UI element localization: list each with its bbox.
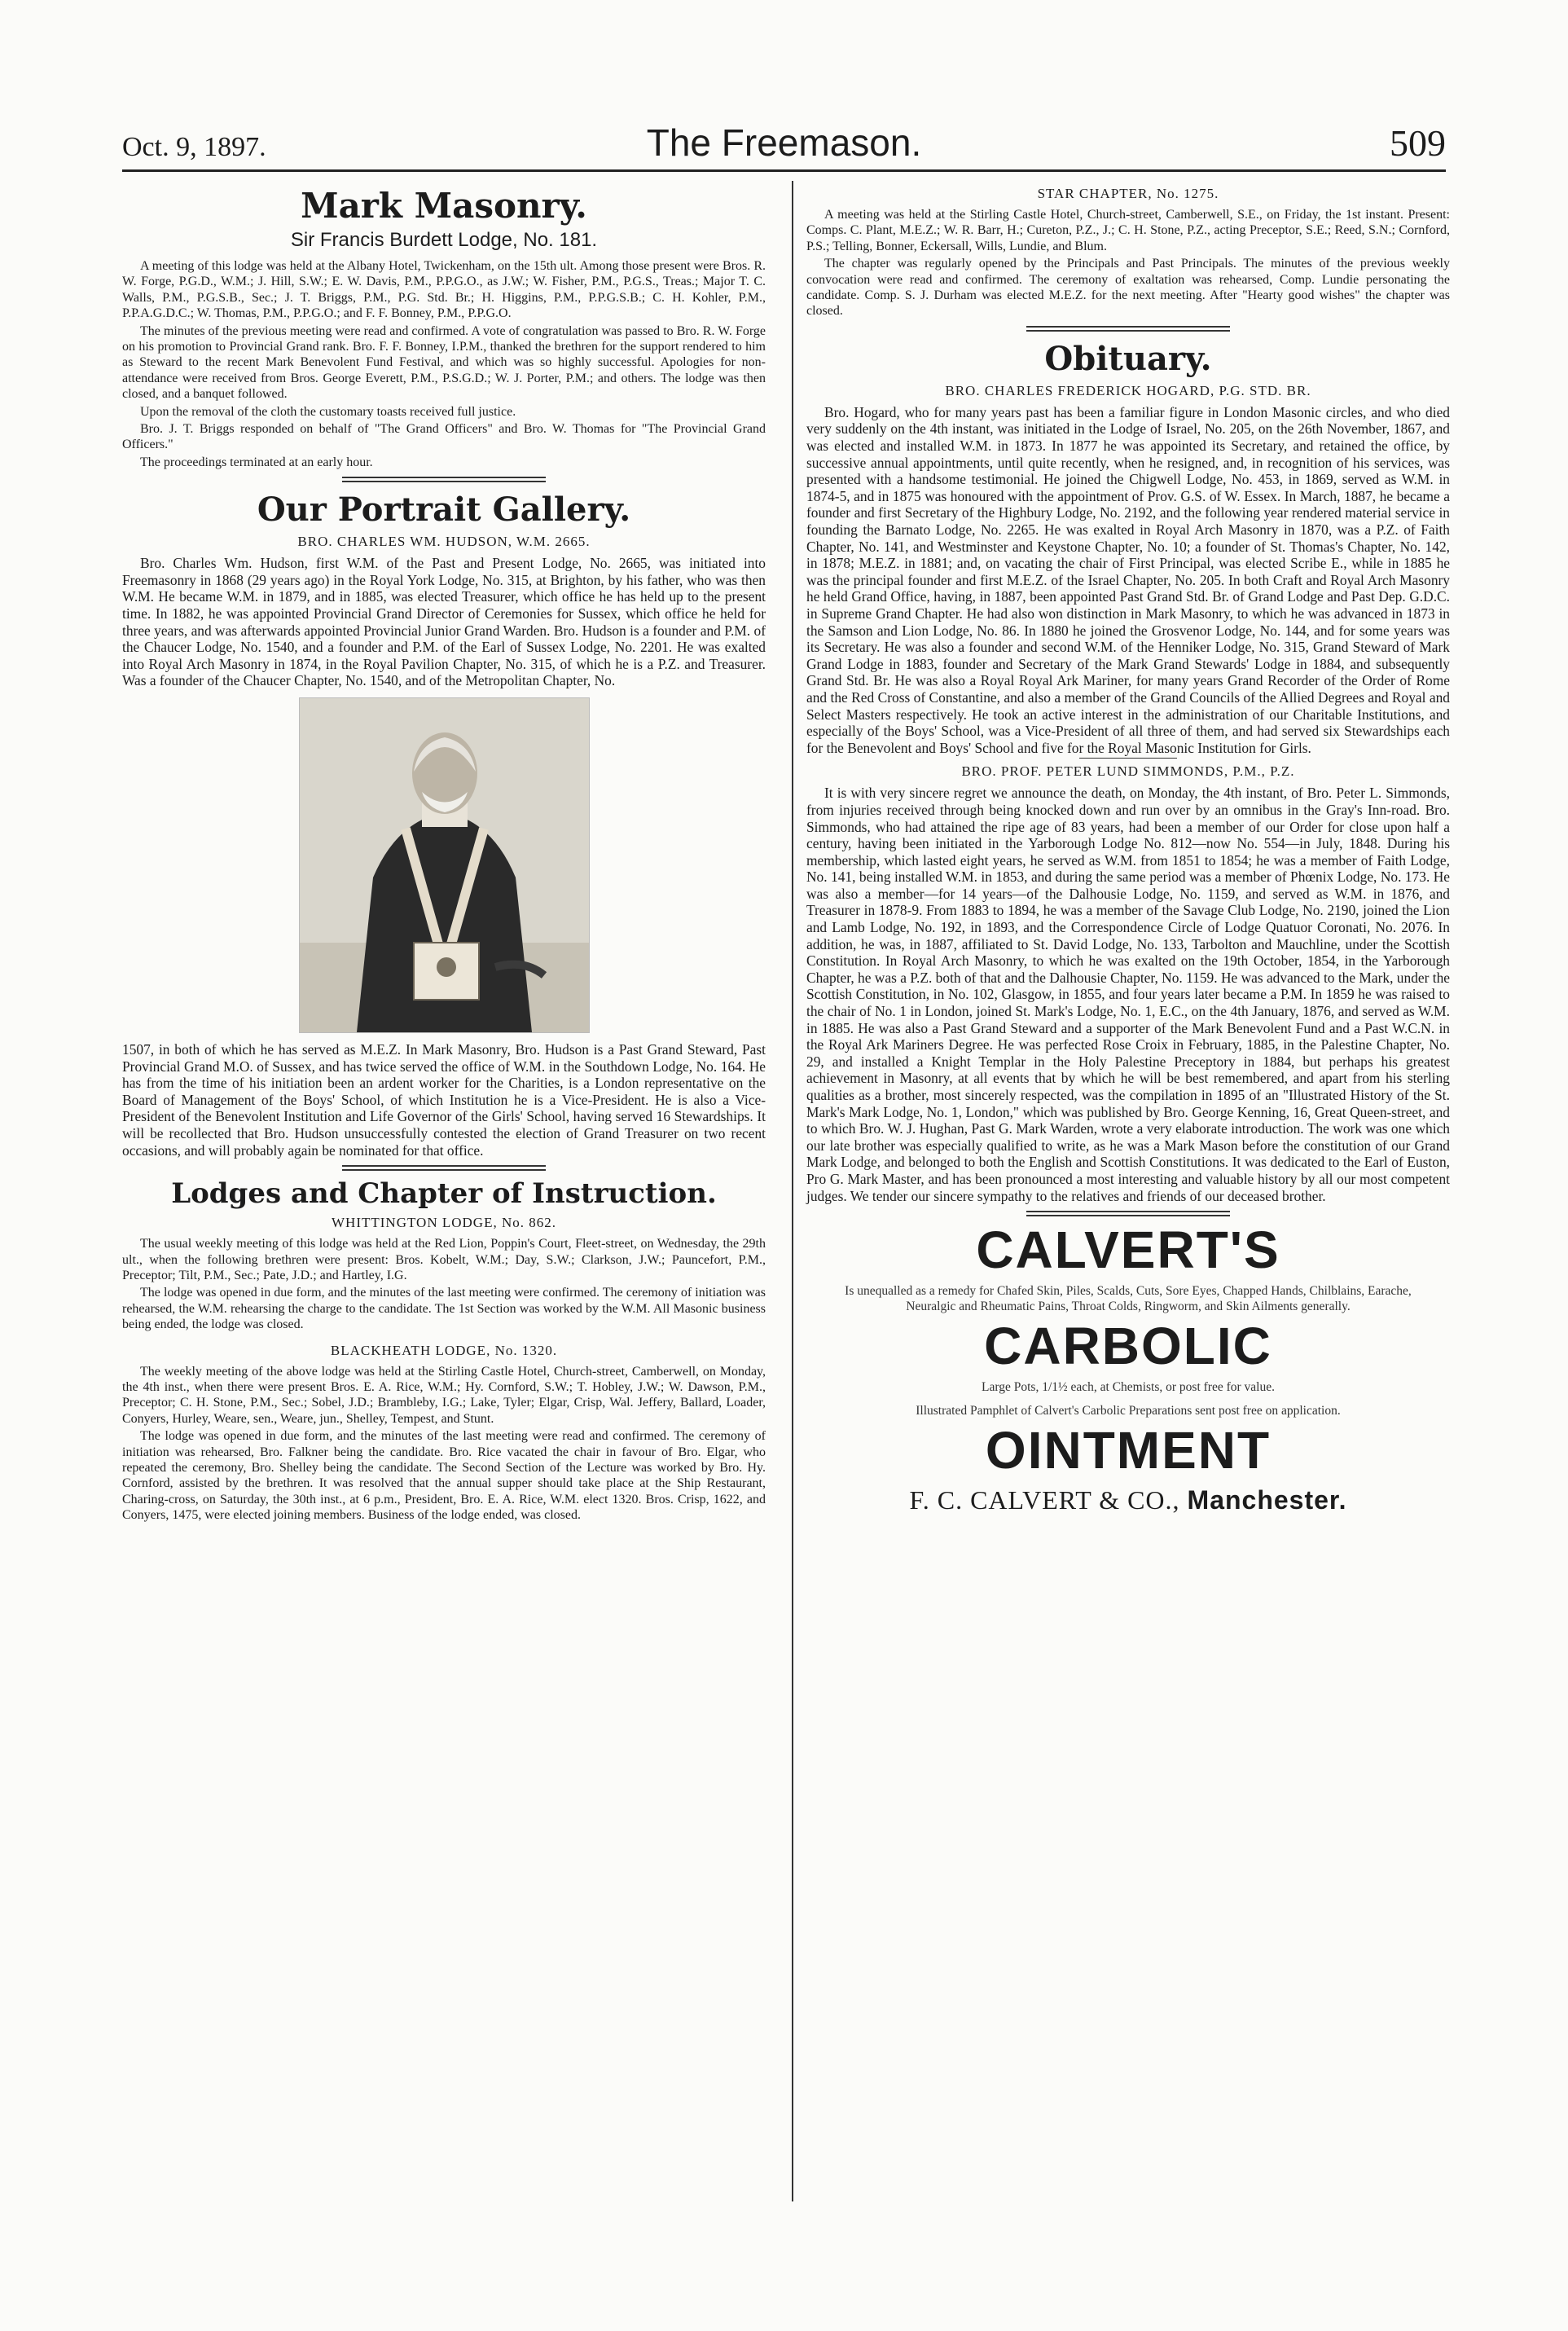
ad-maker [806,1485,1450,1515]
hogard-para: Bro. Hogard, who for many years past has been a familiar figure in London Masonic circles, and who died very suddenly on the 4th instant, was initiated in the Lodge of Israel, No. 205, on the 26th November, 1867, and was elected and installed W.M. in 1873. In 1877 he was appointed its Secretary, and retained the office, by successive annual appointments, until quite recently, when he resigned, and, in recognition of his services, was presented with a handsome testimonial. He joined the Chigwell Lodge, No. 453, in 1869, served as W.M. in 1874-5, and in 1875 was honoured with the appointment of Prov. G.S. of W. Essex. In March, 1887, he became a founder and first Secretary of the Highbury Lodge, No. 2192, and the following year rendered material service in founding the Barnato Lodge, No. 2265. He was exalted in Royal Arch Masonry in 1870, was a P.Z. of Faith Chapter, No. 141, and Westminster and Keystone Chapter, No. 10; a founder of St. Thomas's Chapter, No. 142, in 1878; M.E.Z. in 1881; and, on vacating the chair of First Principal, was elected Scribe E., while in 1885 he was the principal founder and first M.E.Z. of the Israel Chapter, No. 205. In both Craft and Royal Arch Masonry he held Grand Office, having, in 1887, been appointed Past Grand Std. Br. of Grand Lodge and Past Dep. G.D.C. in Supreme Grand Chapter. He had also won distinction in Mark Masonry, to which he was advanced in 1873 in the Samson and Lion Lodge, No. 86. In 1880 he joined the Grosvenor Lodge, No. 144, and for some years was its Secretary. He was also a founder and second W.M. of the Henniker Lodge, No. 315, Grand Steward of Mark Grand Lodge in 1883, founder and Secretary of the Mark Grand Stewards' Lodge in 1884, and subsequently Grand Std. Br. He was also a Royal Royal Ark Mariner, for many years Grand Recorder of the Order of Rome and the Red Cross of Constantine, and also a member of the Grand Councils of the Allied Degrees and Royal and Select Masters respectively. He took an active interest in the administration of our Charitable Institutions, and especially of the Boys' School, was a Vice-President of all three of them, and had served six Stewardships each for the Benevolent and Boys' School and five for the Royal Masonic Institution for Girls. [806,403,1450,756]
portrait-figure-image [300,698,589,1032]
hogard-heading: BRO. CHARLES FREDERICK HOGARD, P.G. STD. BR. [945,382,1311,398]
mark-para: The proceedings terminated at an early hour. [140,455,373,469]
portrait-para: 1507, in both of which he has served as M.E.Z. In Mark Masonry, Bro. Hudson is a Past Grand Steward, Past Provincial Grand M.O. of Sussex, and has twice served the office of W.M. in the Southdown Lodge, No. 164. He has from the time of his initiation been an ardent worker for the Charities, is a London representative on the Board of Management of the Boys' School, of which Institution he is a Vice-President. He is also a Vice-President of the Benevolent Institution and Life Governor of the Girls' School, having served 16 Stewardships. It will be recollected that Bro. Hudson unsuccessfully contested the election of Grand Treasurer on two recent occasions, and will probably again be nominated for that office. [122,1041,766,1159]
portrait-subject: BRO. CHARLES WM. HUDSON, W.M. 2665. [297,534,591,550]
section-rule [342,1165,546,1171]
ad-carbolic: CARBOLIC [984,1317,1272,1376]
ad-maker-name: F. C. CALVERT & CO., [909,1485,1180,1515]
portrait-gallery-title: Our Portrait Gallery. [257,490,631,530]
masthead-rule [122,169,1446,172]
star-chapter-heading: STAR CHAPTER, No. 1275. [1037,186,1219,201]
simmonds-heading: BRO. PROF. PETER LUND SIMMONDS, P.M., P.Z. [961,763,1295,780]
whittington-para: The lodge was opened in due form, and the minutes of the last meeting were confirmed. The ceremony of initiation was rehearsed, the W.M. rehearsing the charge to the candidate. The 1st Section was worked by the W.M. All Masonic business being ended, the lodge was closed. [122,1286,766,1332]
star-para: A meeting was held at the Stirling Castle Hotel, Church-street, Camberwell, S.E., on Friday, the 1st instant. Present: Comps. C. Plant, M.E.Z.; W. R. Barr, H.; Cureton, P.Z., J.; C. H. Stone, P.Z., acting Preceptor, S.E.; Reed, S.N.; Cornford, P.S.; Telling, Bonner, Eckersall, Wills, Lundie, and Blum. [806,208,1450,253]
mark-para: Upon the removal of the cloth the customary toasts received full justice. [140,404,516,419]
mark-report [122,258,766,470]
left-column [122,181,766,1525]
ad-description: Is unequalled as a remedy for Chafed Skin, Piles, Scalds, Cuts, Sore Eyes, Chapped Hands, Chilblains, Earache, Neuralgic and Rheumatic Pains, Throat Colds, Ringworm, and Skin Ailments generally. [845,1284,1412,1314]
short-rule [1079,758,1177,759]
column-divider [792,181,793,2201]
blackheath-para: The weekly meeting of the above lodge was held at the Stirling Castle Hotel, Church-street, Camberwell, on Monday, the 4th inst., when there were present Bros. E. A. Rice, W.M.; Hy. Cornford, S.W.; T. Hobley, J.W.; W. Dawson, P.M., Preceptor; C. H. Stone, P.M., Sec.; Sobel, J.D.; Brambleby, I.G.; Lake, Tyler; Elgar, Crisp, Wal. Jeffery, Ballard, Loader, Conyers, Hurley, Weare, sen., Weare, jun., Shelley, Tempest, and Stunt. [122,1364,766,1426]
mark-masonry-title: Mark Masonry. [301,186,587,226]
ad-pots: Large Pots, 1/1½ each, at Chemists, or post free for value. [982,1380,1275,1395]
issue-date: Oct. 9, 1897. [122,132,266,162]
blackheath-para: The lodge was opened in due form, and the minutes of the last meeting were read and confirmed. The ceremony of initiation was rehearsed, Bro. Falkner being the candidate. Bro. Rice vacated the chair in favour of Bro. Elgar, who repeated the ceremony, Bro. Shelley being the candidate. The Second Section of the Lecture was worked by Bro. Hy. Cornford, assisted by the brethren. It was resolved that the annual supper should take place at the Ship Restaurant, Charing-cross, on Saturday, the 30th inst., at 6 p.m., President, Bro. E. A. Rice, W.M. elect 1320. Bros. Crisp, 1622, and Conyers, 1475, were elected joining members. Business of the lodge ended, was closed. [122,1429,766,1523]
obituary-title: Obituary. [1044,339,1212,378]
newspaper-title: The Freemason. [646,121,922,164]
mark-lodge-subtitle: Sir Francis Burdett Lodge, No. 181. [290,229,598,251]
portrait-para: Bro. Charles Wm. Hudson, first W.M. of the Past and Present Lodge, No. 2665, was initiated into Freemasonry in 1868 (29 years ago) in the Royal York Lodge, No. 315, at Brighton, by his father, who was then W.M. He became W.M. in 1879, and in 1885, was elected Treasurer, which office he has held up to the present time. In 1882, he was appointed Provincial Grand Director of Ceremonies for Sussex, which office he held for three years, and was afterwards appointed Provincial Junior Grand Warden. Bro. Hudson is a founder and P.M. of the Chaucer Lodge, No. 1540, and a founder and P.M. of the Earl of Sussex Lodge, No. 2201. He was exalted into Royal Arch Masonry in 1874, in the Royal Pavilion Chapter, No. 315, of which he is a P.Z. and Treasurer. Was a founder of the Chaucer Chapter, No. 1540, and of the Metropolitan Chapter, No. [122,555,766,689]
blackheath-heading: BLACKHEATH LODGE, No. 1320. [330,1342,558,1358]
page-number: 509 [1390,122,1446,164]
star-chapter-report [806,207,1450,319]
mark-para: Bro. J. T. Briggs responded on behalf of "The Grand Officers" and Bro. W. Thomas for "The Provincial Grand Officers." [122,422,766,452]
simmonds-para: It is with very sincere regret we announce the death, on Monday, the 4th instant, of Bro. Peter L. Simmonds, from injuries received through being knocked down and run over by an omnibus in the Gray's Inn-road. Bro. Simmonds, who had attained the ripe age of 83 years, had been a member of our Order for close upon half a century, having been initiated in the Yarborough Lodge No. 812—now No. 554—in July, 1848. During his membership, which lasted eight years, he served as W.M. from 1851 to 1854; he was a member of Faith Lodge, No. 141, being installed W.M. in 1853, and during the same period was a member of Phœnix Lodge, No. 173. He was also a member—for 14 years—of the Dalhousie Lodge, No. 1159, and served as W.M. in 1876, and Treasurer in 1878-9. From 1883 to 1894, he was a member of the Savage Club Lodge, No. 2190, joined the Lion and Lamb Lodge, No. 192, in 1893, and the Correspondence Circle of Lodge Quatuor Coronati, No. 2076. In addition, he was, in 1887, affiliated to St. David Lodge, No. 133, Tarbolton and Mauchline, under the Scottish Constitution. In Royal Arch Masonry, to which he was exalted on the 19th October, 1854, in the Yarborough Chapter, he was a P.Z. both of that and the Dalhousie Chapter, No. 1159. He was advanced to the Mark, under the Scottish Constitution, in No. 102, Glasgow, in 1855, and four years later became a P.M. In 1859 he was raised to the chair of No. 1 in London, joined St. Mark's Lodge, No. 1, E.C., on the 4th January, 1876, and served as W.M. in 1885. He was also a Past Grand Steward and a supporter of the Mark Benevolent Fund and a Past W.C.N. in the Royal Ark Mariners Degree. He was perfected Rose Croix in February, 1885, in the Palestine Chapter, No. 29, and installed a Knight Templar in the Holy Palestine Preceptory in 1884, but perhaps his greatest achievement in Masonry, at all events that by which he will be best remembered, and apart from his sterling qualities as a brother, most sincerely respected, was the compilation in 1895 of an "Illustrated History of the St. Mark's Mark Lodge, No. 1, London," which was published by Bro. George Kenning, 16, Great Queen-street, and to which Bro. W. J. Hughan, Past G. Mark Warden, wrote a very elaborate introduction. The work was one which our late brother was especially qualified to write, as he was a Mark Mason before the constitution of our Grand Mark Lodge, and belonged to both the English and Scottish Constitutions. It was dedicated to the Earl of Euston, Pro G. Mark Master, and has been pronounced a most interesting and valuable history by all our most competent judges. We tender our sincere sympathy to the relatives and friends of our deceased brother. [806,785,1450,1204]
ad-ointment: OINTMENT [985,1421,1272,1480]
calvert-advertisement [806,1221,1450,1515]
section-rule [1026,1211,1230,1216]
section-rule [1026,326,1230,332]
mark-para: The minutes of the previous meeting were read and confirmed. A vote of congratulation was passed to Bro. R. W. Forge on his promotion to Provincial Grand rank. Bro. F. F. Bonney, I.P.M., thanked the brethren for the support rendered to him as Steward to the recent Mark Benevolent Fund Festival, and which was so highly successful. Apologies for non-attendance were received from Bros. George Everett, P.M., P.S.G.D.; W. J. Porter, P.M.; and others. The lodge was then closed, and a banquet followed. [122,323,766,402]
whittington-report [122,1236,766,1332]
right-column [806,181,1450,1515]
instruction-title: Lodges and Chapter of Instruction. [171,1177,717,1211]
blackheath-report [122,1364,766,1524]
masthead [122,121,1446,166]
portrait-photo [299,697,590,1033]
whittington-para: The usual weekly meeting of this lodge was held at the Red Lion, Poppin's Court, Fleet-street, on Wednesday, the 29th ult., when the following brethren were present: Bros. Kobelt, W.M.; Day, S.W.; Clarkson, J.W.; Pauncefort, P.M., Preceptor; Tilt, P.M., Sec.; Pate, J.D.; and Hartley, I.G. [122,1237,766,1282]
whittington-heading: WHITTINGTON LODGE, No. 862. [332,1215,556,1231]
ad-pamphlet: Illustrated Pamphlet of Calvert's Carbolic Preparations sent post free on application. [916,1404,1341,1418]
ad-calverts: CALVERT'S [976,1220,1280,1280]
star-para: The chapter was regularly opened by the Principals and Past Principals. The minutes of the previous weekly convocation were read and confirmed. The ceremony of exaltation was rehearsed, Comp. Lundie personating the candidate. Comp. S. J. Durham was elected M.E.Z. for the next meeting. After "Hearty good wishes" the chapter was closed. [806,257,1450,319]
section-rule [342,477,546,482]
ad-maker-city: Manchester. [1187,1485,1347,1515]
mark-para: A meeting of this lodge was held at the Albany Hotel, Twickenham, on the 15th ult. Among those present were Bros. R. W. Forge, P.G.D., W.M.; J. Hill, S.W.; E. W. Davis, P.M., P.P.G.O., as J.W.; W. Fisher, P.M., P.G.S., Treas.; Major T. C. Walls, P.M., P.G.S.B., Sec.; J. T. Briggs, P.M., P.G. Std. Br.; H. Higgins, P.M., P.P.G.S.B.; C. H. Kohler, P.M., P.P.A.G.D.C.; W. Thomas, P.M., P.P.G.O.; and F. F. Bonney, P.M., P.P.G.O. [122,259,766,321]
